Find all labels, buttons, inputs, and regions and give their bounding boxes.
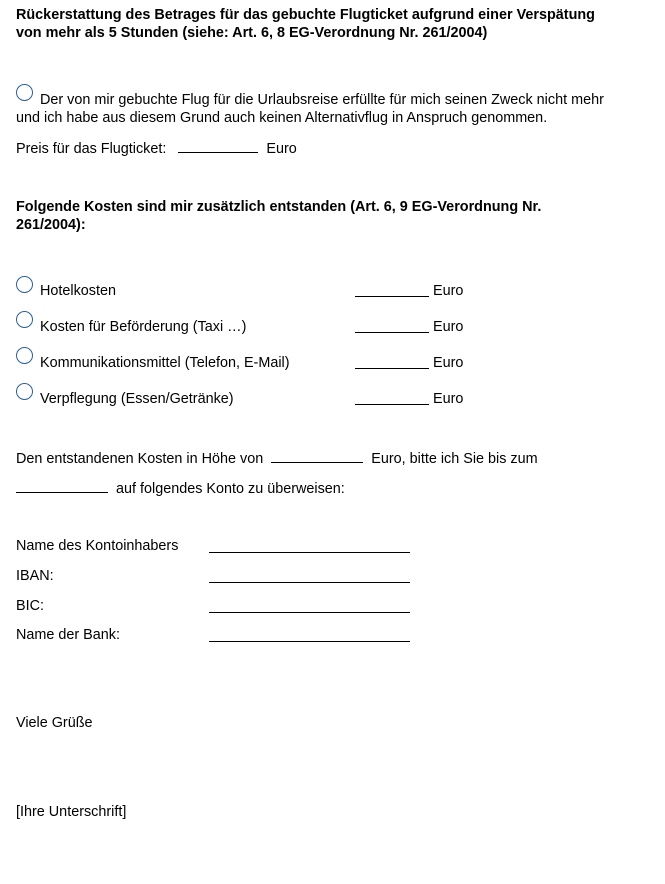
iban-label: IBAN: <box>16 568 54 584</box>
transfer-text-c: auf folgendes Konto zu überweisen: <box>116 481 345 497</box>
cost-communication-label: Kommunikationsmittel (Telefon, E-Mail) <box>40 355 290 371</box>
transfer-sentence-line1 <box>16 449 538 468</box>
ticket-price-label: Preis für das Flugticket: <box>16 141 167 157</box>
iban-field[interactable] <box>209 582 410 583</box>
cost-hotel-label: Hotelkosten <box>40 283 116 299</box>
cost-transport-label: Kosten für Beförderung (Taxi …) <box>40 319 247 335</box>
bank-name-field[interactable] <box>209 641 410 642</box>
refund-option-text-line2: und ich habe aus diesem Grund auch keinen Alternativflug in Anspruch genommen. <box>16 110 548 126</box>
cost-communication-radio[interactable] <box>16 347 33 364</box>
transfer-sentence-line2 <box>16 479 345 498</box>
bic-field[interactable] <box>209 612 410 613</box>
bank-name-label: Name der Bank: <box>16 627 120 643</box>
heading-refund-line1: Rückerstattung des Betrages für das gebuchte Flugticket aufgrund einer Verspätung <box>16 7 595 23</box>
cost-transport-field[interactable] <box>355 332 429 333</box>
transfer-date-field[interactable] <box>16 479 108 493</box>
heading-refund-line2: von mehr als 5 Stunden (siehe: Art. 6, 8 EG-Verordnung Nr. 261/2004) <box>16 25 488 41</box>
transfer-text-b: Euro, bitte ich Sie bis zum <box>371 451 538 467</box>
refund-option-text-line1: Der von mir gebuchte Flug für die Urlaubsreise erfüllte für mich seinen Zweck nicht mehr <box>40 92 604 108</box>
account-holder-field[interactable] <box>209 552 410 553</box>
bic-label: BIC: <box>16 598 44 614</box>
ticket-price-field[interactable] <box>178 139 258 153</box>
transfer-text-a: Den entstandenen Kosten in Höhe von <box>16 451 264 467</box>
cost-food-label: Verpflegung (Essen/Getränke) <box>40 391 234 407</box>
cost-food-field[interactable] <box>355 404 429 405</box>
cost-transport-radio[interactable] <box>16 311 33 328</box>
signature-placeholder: [Ihre Unterschrift] <box>16 804 127 820</box>
account-holder-label: Name des Kontoinhabers <box>16 538 179 554</box>
cost-communication-field[interactable] <box>355 368 429 369</box>
cost-communication-currency: Euro <box>433 355 464 371</box>
refund-option-radio[interactable] <box>16 84 33 101</box>
heading-costs-line2: 261/2004): <box>16 217 86 233</box>
cost-hotel-field[interactable] <box>355 296 429 297</box>
cost-food-currency: Euro <box>433 391 464 407</box>
ticket-price-currency: Euro <box>266 141 297 157</box>
cost-transport-currency: Euro <box>433 319 464 335</box>
cost-food-radio[interactable] <box>16 383 33 400</box>
closing-text: Viele Grüße <box>16 715 93 731</box>
cost-hotel-currency: Euro <box>433 283 464 299</box>
heading-costs-line1: Folgende Kosten sind mir zusätzlich entstanden (Art. 6, 9 EG-Verordnung Nr. <box>16 199 542 215</box>
transfer-amount-field[interactable] <box>271 449 363 463</box>
ticket-price-row <box>16 139 297 158</box>
cost-hotel-radio[interactable] <box>16 276 33 293</box>
